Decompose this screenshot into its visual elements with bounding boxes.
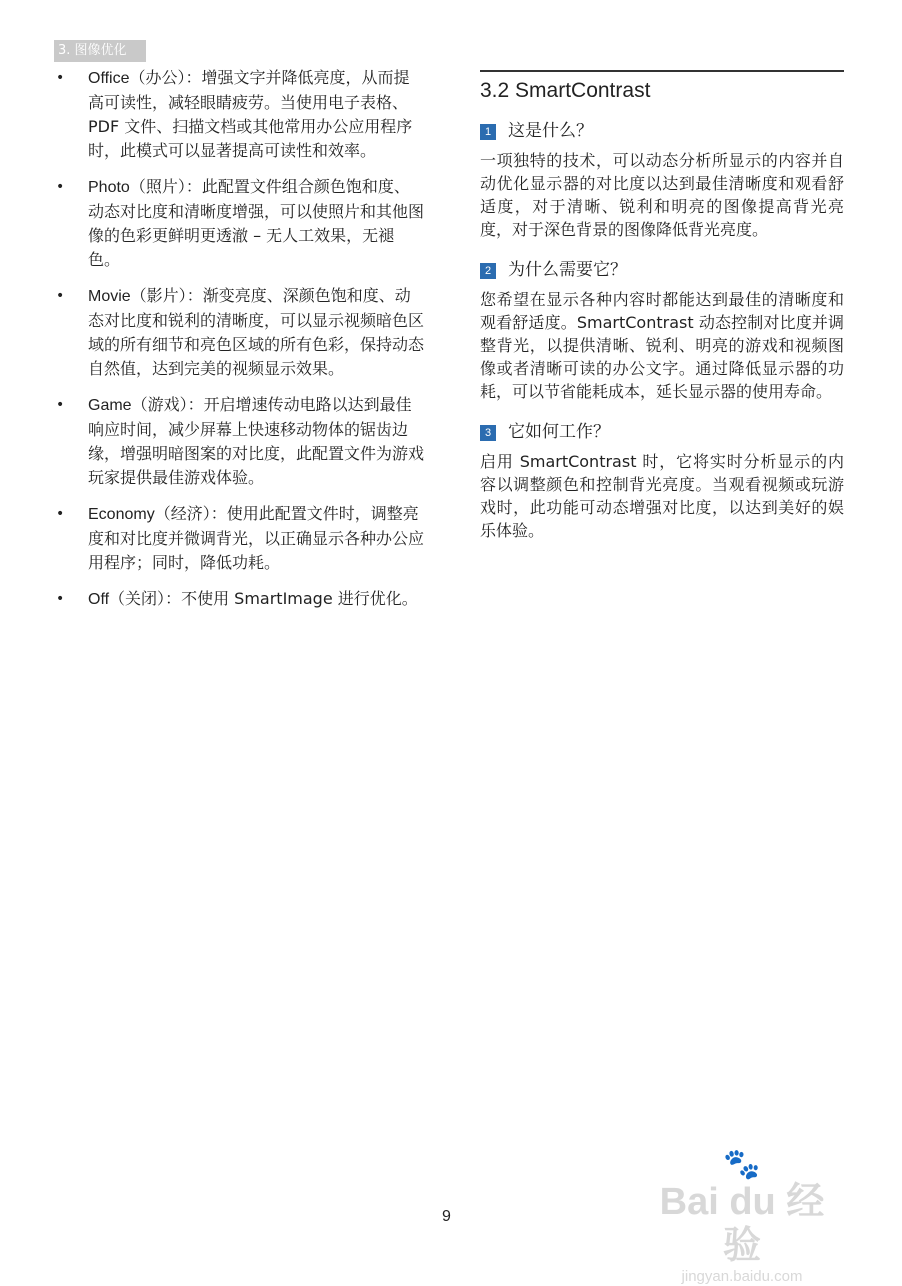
list-item-text: 增强文字并降低亮度，从而提高可读性，减轻眼睛疲劳。当使用电子表格、PDF 文件、扫描文档或其他常用办公应用程序时，此模式可以显著提高可读性和效率。: [88, 68, 413, 160]
list-item-term: Off（关闭）: [88, 591, 166, 608]
list-item-term: Photo（照片）: [88, 179, 186, 196]
bullet-icon: •: [56, 288, 65, 304]
list-item-separator: ：: [187, 395, 204, 414]
list-item-term: Game（游戏）: [88, 397, 188, 414]
list-item-text: 开启增速传动电路以达到最佳响应时间，减少屏幕上快速移动物体的锯齿边缘，增强明暗图案的对比度，此配置文件为游戏玩家提供最佳游戏体验。: [88, 395, 425, 487]
list-item-office: [54, 66, 424, 163]
bullet-icon: •: [56, 591, 65, 607]
section-heading: 3.2 SmartContrast: [480, 70, 844, 106]
list-item-text: 不使用 SmartImage 进行优化。: [181, 589, 418, 608]
subsection-body: 启用 SmartContrast 时，它将实时分析显示的内容以调整颜色和控制背光亮度。当观看视频或玩游戏时，此功能可动态增强对比度，以达到美好的娱乐体验。: [480, 452, 844, 540]
subsection-title: 为什么需要它？: [508, 260, 627, 280]
paw-icon: 🐾: [723, 1147, 761, 1182]
list-item-text: 此配置文件组合颜色饱和度、动态对比度和清晰度增强，可以使照片和其他图像的色彩更鲜明更透澈 – 无人工效果，无褪色。: [88, 177, 425, 269]
list-item-term: Economy（经济）: [88, 506, 211, 523]
bullet-icon: •: [56, 397, 65, 413]
list-item-term: Movie（影片）: [88, 288, 187, 305]
list-item-photo: [54, 175, 424, 272]
subsection-body: 您希望在显示各种内容时都能达到最佳的清晰度和观看舒适度。SmartContrast 动态控制对比度并调整背光，以提供清晰、锐利、明亮的游戏和视频图像或者清晰可读的办公文字。通过降低显示器的功耗，可以节省能耗成本，延长显示器的使用寿命。: [480, 290, 844, 401]
bullet-icon: •: [56, 506, 65, 522]
list-item-off: [54, 587, 424, 612]
list-item-movie: [54, 284, 424, 381]
bullet-icon: •: [56, 70, 65, 86]
smartimage-mode-list: [54, 66, 424, 624]
subsection-title: 它如何工作？: [508, 422, 610, 442]
list-item-separator: ：: [165, 589, 182, 608]
list-item-text: 渐变亮度、深颜色饱和度、动态对比度和锐利的清晰度，可以显示视频暗色区域的所有细节和亮色区域的所有色彩，保持动态自然值，达到完美的视频显示效果。: [88, 286, 425, 378]
subsection-header-how: [480, 421, 844, 444]
bullet-icon: •: [56, 179, 65, 195]
list-item-economy: [54, 502, 424, 575]
list-item-game: [54, 393, 424, 490]
list-item-text: 使用此配置文件时，调整亮度和对比度并微调背光，以正确显示各种办公应用程序；同时，降低功耗。: [88, 504, 425, 572]
subsection-header-what: [480, 120, 844, 143]
number-badge: 2: [480, 263, 496, 279]
subsection-header-why: [480, 259, 844, 282]
list-item-separator: ：: [185, 68, 202, 87]
baidu-watermark: [642, 1147, 842, 1286]
watermark-url: jingyan.baidu.com: [681, 1268, 803, 1285]
subsection-title: 这是什么？: [508, 121, 593, 141]
list-item-term: Office（办公）: [88, 70, 186, 87]
smartcontrast-section: [480, 70, 844, 560]
section-label: 3. 图像优化: [54, 40, 146, 62]
list-item-separator: ：: [210, 504, 227, 523]
number-badge: 1: [480, 124, 496, 140]
page-number: 9: [442, 1208, 451, 1225]
list-item-separator: ：: [186, 286, 203, 305]
list-item-separator: ：: [185, 177, 202, 196]
number-badge: 3: [480, 425, 496, 441]
subsection-body: 一项独特的技术，可以动态分析所显示的内容并自动优化显示器的对比度以达到最佳清晰度和观看舒适度，对于清晰、锐利和明亮的图像提高背光亮度，对于深色背景的图像降低背光亮度。: [480, 151, 844, 239]
watermark-brand: Bai du 经验: [659, 1181, 825, 1267]
